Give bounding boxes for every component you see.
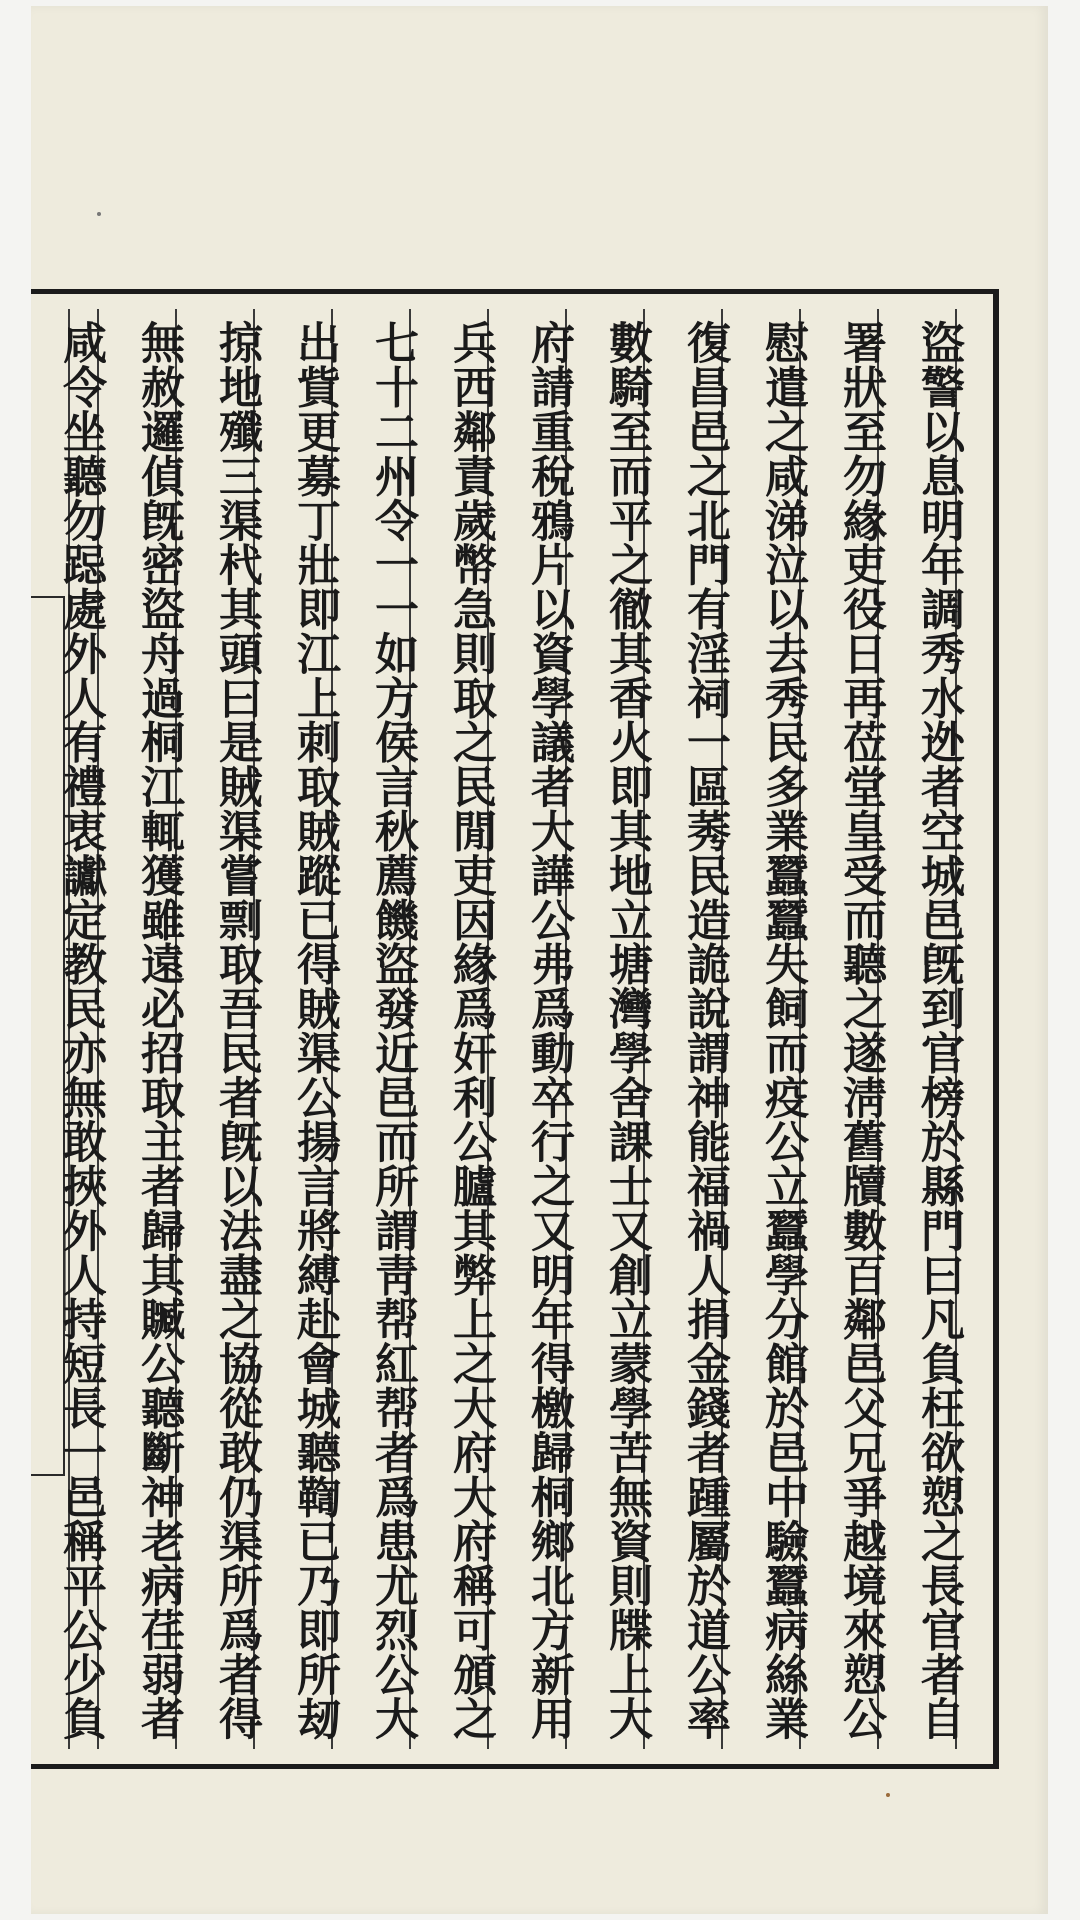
text-column-1 bbox=[907, 320, 969, 1742]
paper-speck bbox=[97, 212, 101, 216]
column-text: 咸令坐聽勿跽處外人有禮衷讞定教民亦無敢挾外人持短長一邑稱平公少負 bbox=[55, 320, 106, 1740]
text-column-5 bbox=[595, 320, 657, 1742]
text-column-11 bbox=[127, 320, 189, 1742]
text-column-3 bbox=[751, 320, 813, 1742]
text-column-12 bbox=[49, 320, 111, 1742]
text-column-2 bbox=[829, 320, 891, 1742]
text-column-8 bbox=[361, 320, 423, 1742]
text-column-10 bbox=[205, 320, 267, 1742]
column-text: 掠地殲三渠杙其頭曰是賊渠嘗剽取吾民者旣以法盡之協從敢仍渠所爲者得 bbox=[211, 320, 262, 1740]
paper-speck bbox=[886, 1793, 890, 1797]
column-text: 無赦邏偵旣密盜舟過桐江輒獲雖遠必招取主者歸其贓公聽斷神老病荏弱者 bbox=[133, 320, 184, 1740]
column-text: 署狀至勿緣吏役日再莅堂皇受而聽之遂淸舊牘數百鄰邑父兄爭越境來愬公 bbox=[835, 320, 886, 1740]
column-text: 七十二州令一一如方侯言秋薦饑盜發近邑而所謂靑帮紅帮者爲患尤烈公大 bbox=[367, 320, 418, 1740]
text-column-7 bbox=[439, 320, 501, 1742]
text-column-4 bbox=[673, 320, 735, 1742]
column-text: 數騎至而平之徹其香火即其地立塘灣學舍課士又創立蒙學苦無資則牒上大 bbox=[601, 320, 652, 1740]
column-text: 兵西鄰責歲幣急則取之民閒吏因緣爲奸利公臚其弊上之大府大府稱可頒之 bbox=[445, 320, 496, 1740]
column-text: 盜警以息明年調秀水迯者空城邑旣到官榜於縣門曰凡負枉欲愬之長官者自 bbox=[913, 320, 964, 1740]
column-text: 慰遣之咸涕泣以去秀民多業蠶蠶失飼而疫公立蠶學分館於邑中驗蠶病絲業 bbox=[757, 320, 808, 1740]
text-column-6 bbox=[517, 320, 579, 1742]
column-text: 復昌邑之北門有淫祠一區莠民造詭說謂神能福禍人捐金錢者踵屬於道公率 bbox=[679, 320, 730, 1740]
column-text: 出貲更募丁壯即江上刺取賊蹤已得賊渠公揚言將縛赴會城聽鞫已乃即所刼 bbox=[289, 320, 340, 1740]
column-text: 府請重稅鴉片以資學議者大譁公弗爲動卒行之又明年得檄歸桐鄉北方新用 bbox=[523, 320, 574, 1740]
text-column-9 bbox=[283, 320, 345, 1742]
